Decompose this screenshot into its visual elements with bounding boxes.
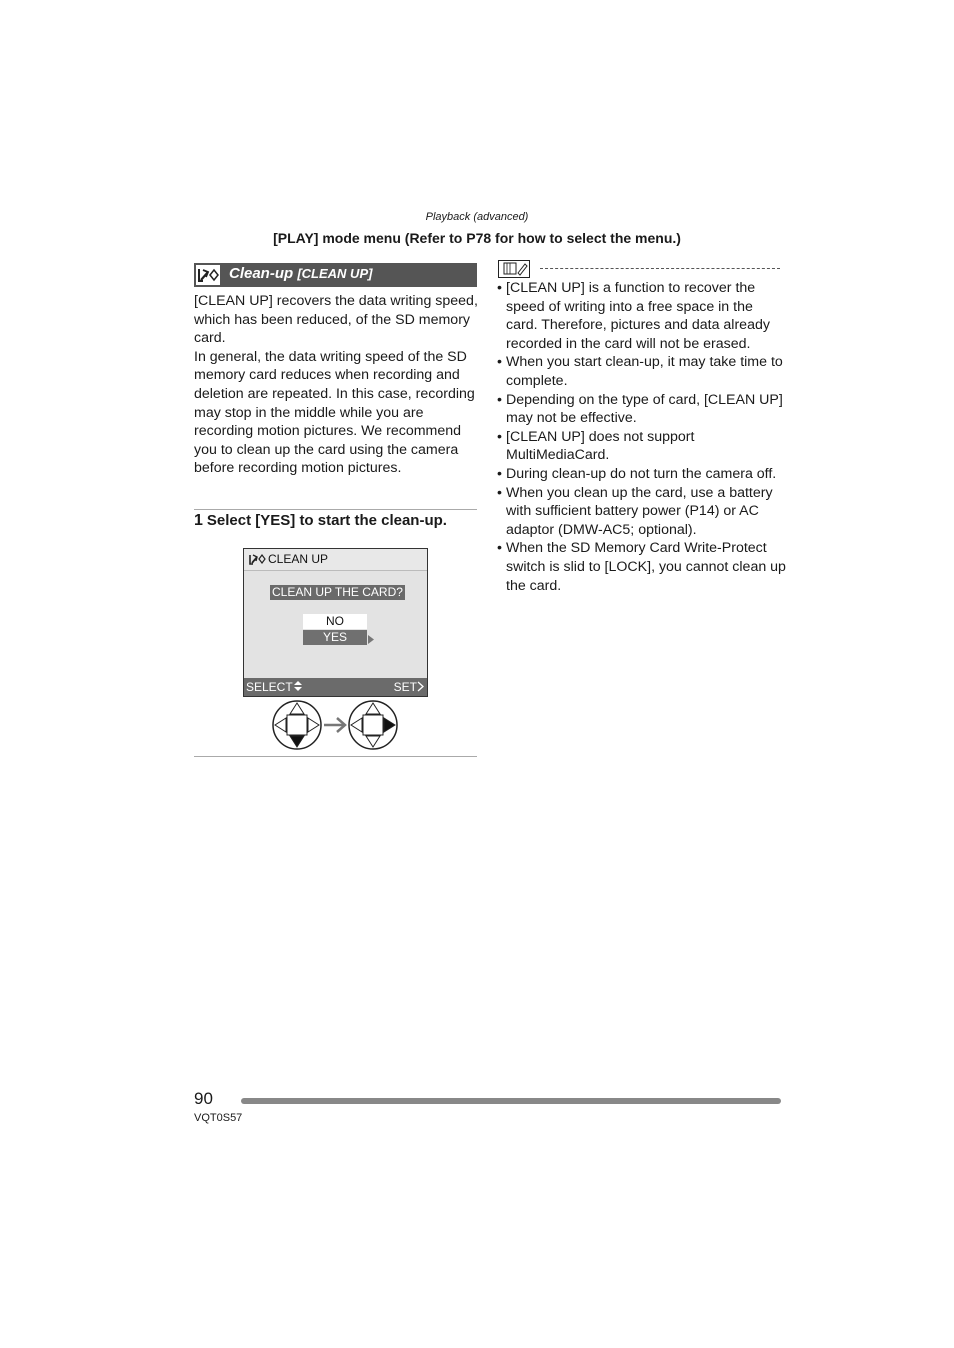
section-title-sub: [CLEAN UP] [297, 266, 373, 281]
camera-screen [243, 548, 428, 697]
note-item: • During clean-up do not turn the camera off. [497, 465, 787, 484]
screen-question: CLEAN UP THE CARD? [272, 585, 403, 599]
step-text: Select [YES] to start the clean-up. [206, 512, 447, 529]
dial-press-right-icon [349, 701, 397, 749]
step-number: 1 [194, 512, 203, 529]
clean-up-icon [248, 552, 266, 569]
model-code: VQT0S57 [194, 1112, 243, 1124]
notes-divider [540, 268, 780, 269]
control-dials [270, 699, 400, 756]
select-hint [246, 680, 303, 694]
select-label: SELECT [246, 680, 293, 694]
dial-press-down-icon [273, 701, 321, 749]
note-item: • [CLEAN UP] does not support MultiMediaCard. [497, 428, 787, 465]
arrow-right-icon [324, 718, 345, 732]
note-item: • [CLEAN UP] is a function to recover the speed of writing into a free space in the card. Therefore, pictures and data already recorded in the card will not be erased. [497, 279, 787, 353]
screen-footer [244, 678, 427, 696]
screen-header [244, 549, 427, 571]
notes-list [497, 279, 787, 595]
section-label: Playback (advanced) [425, 211, 529, 223]
clean-up-icon [196, 265, 220, 285]
up-down-icon [294, 681, 302, 691]
note-item: • Depending on the type of card, [CLEAN UP] may not be effective. [497, 391, 787, 428]
menu-heading: [PLAY] mode menu (Refer to P78 for how to select the menu.) [273, 230, 681, 246]
intro-text [194, 292, 479, 478]
page-bar [241, 1098, 781, 1104]
arrow-right-icon [368, 633, 374, 647]
set-label: SET [393, 680, 417, 694]
intro-paragraph: In general, the data writing speed of the SD memory card reduces when recording and deletion are repeated. In this case, recording may stop in the middle while you are recording motion pictures. We recommend you to clean up the card using the camera before recording motion pictures. [194, 348, 475, 477]
divider [194, 756, 477, 757]
note-item: • When the SD Memory Card Write-Protect switch is slid to [LOCK], you cannot clean up the card. [497, 539, 787, 595]
divider [194, 509, 477, 510]
option-yes[interactable]: YES [303, 630, 367, 645]
screen-header-text: CLEAN UP [268, 552, 329, 566]
note-item: • When you clean up the card, use a battery with sufficient battery power (P14) or AC adaptor (DMW-AC5; optional). [497, 484, 787, 540]
option-no[interactable]: NO [303, 614, 367, 629]
page-number: 90 [194, 1089, 213, 1108]
section-title-bar [194, 263, 477, 287]
step-instruction [194, 512, 479, 530]
chevron-right-icon [418, 682, 423, 691]
set-hint [394, 680, 424, 694]
section-title [229, 265, 372, 282]
note-item: • When you start clean-up, it may take time to complete. [497, 353, 787, 390]
section-title-main: Clean-up [229, 265, 294, 282]
intro-paragraph: [CLEAN UP] recovers the data writing speed, which has been reduced, of the SD memory card. [194, 293, 478, 347]
